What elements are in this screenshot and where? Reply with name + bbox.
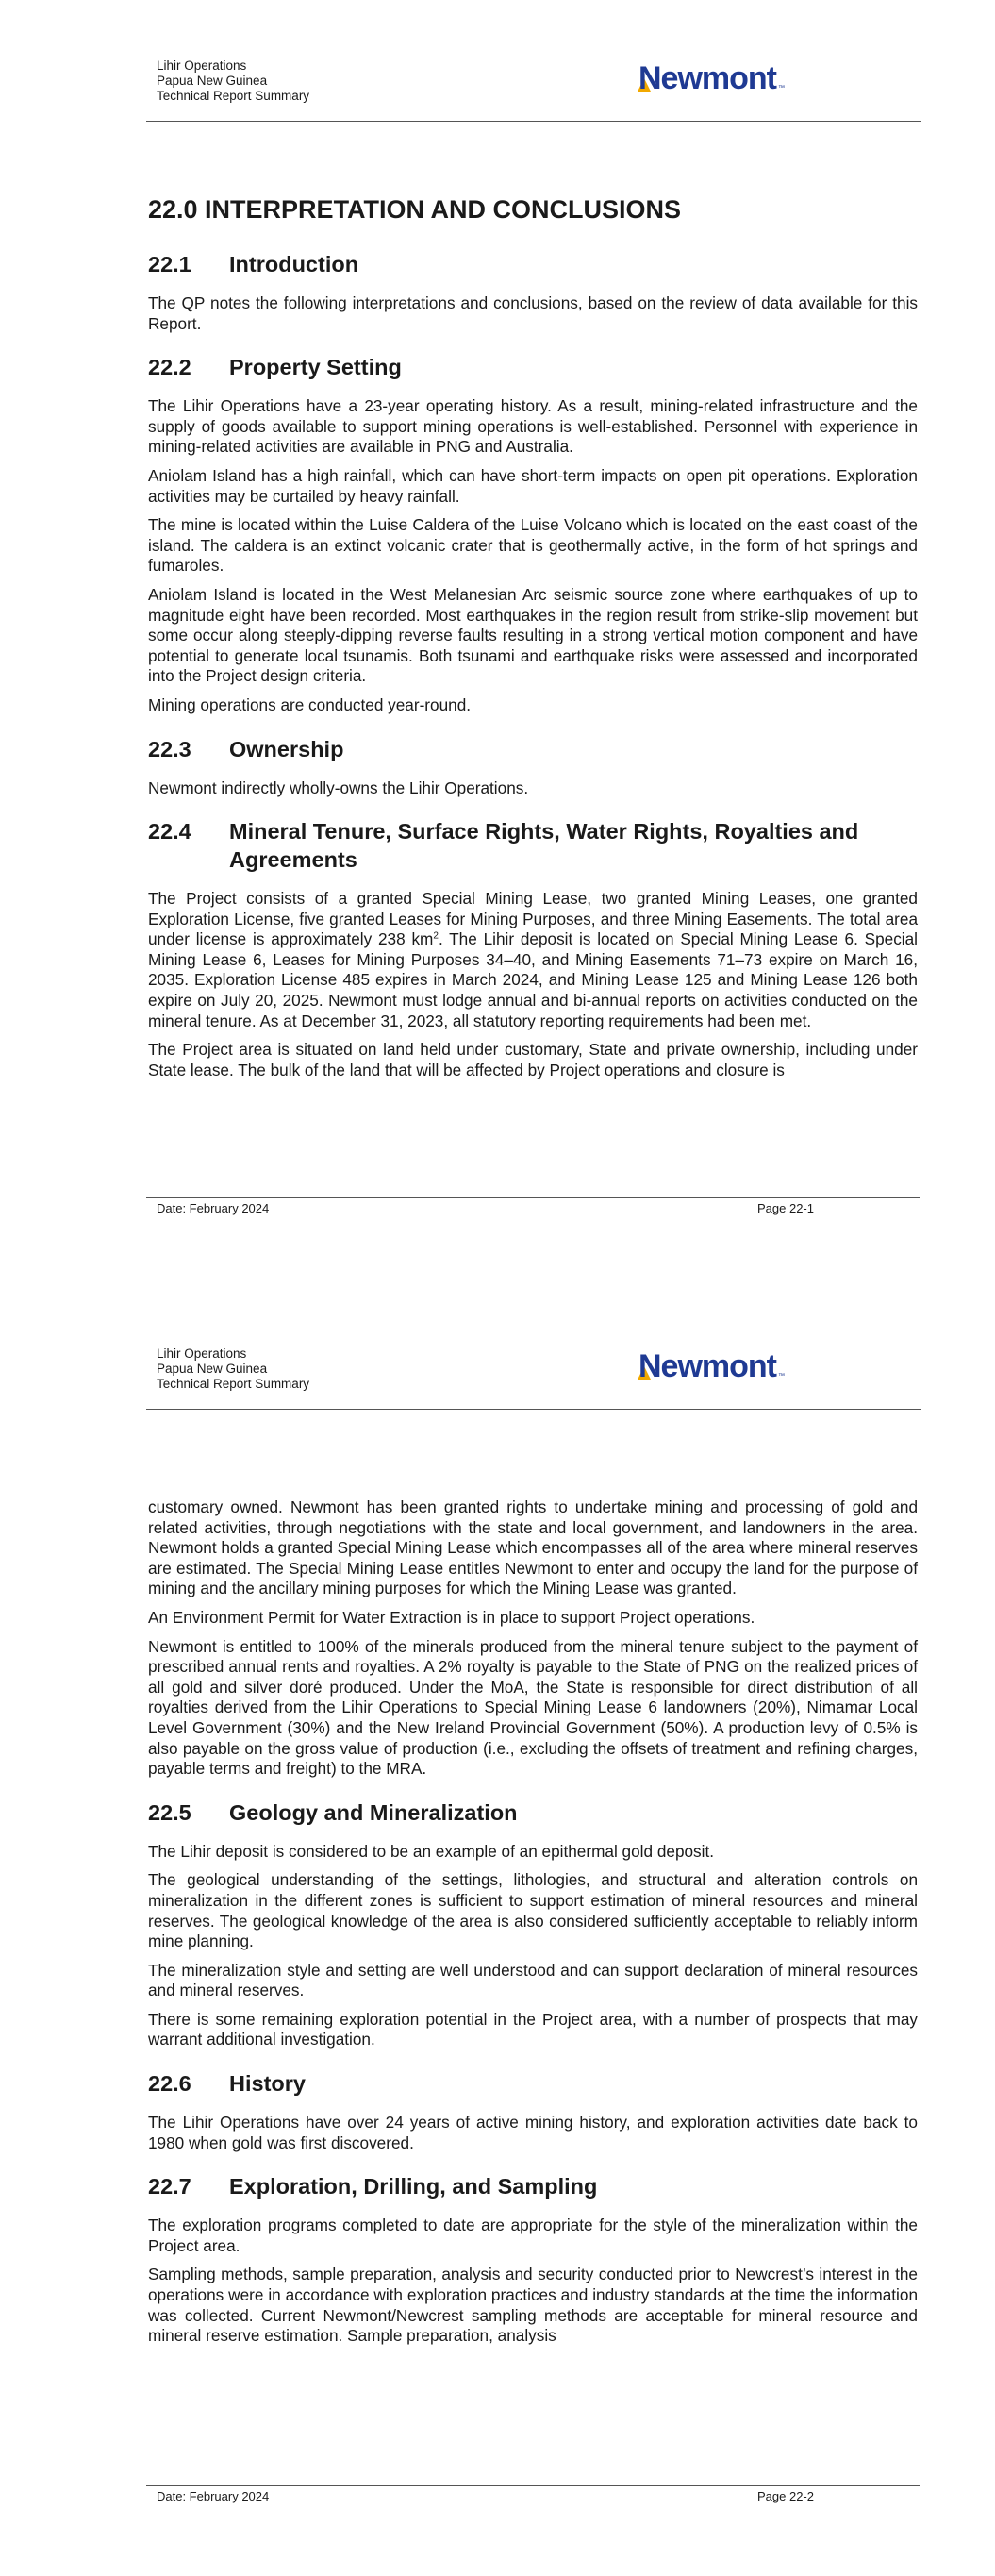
section-number: 22.3	[148, 736, 191, 761]
section-title: Exploration, Drilling, and Sampling	[229, 2174, 598, 2200]
section-title: History	[229, 2071, 306, 2097]
header-text	[157, 59, 309, 104]
header-line-3: Technical Report Summary	[157, 1377, 310, 1391]
section-number: 22.5	[148, 1799, 191, 1825]
section-heading-22-5	[148, 1798, 918, 1827]
section-heading-22-3	[148, 735, 918, 763]
section-title: Geology and Mineralization	[229, 1799, 518, 1825]
superscript: 2	[433, 930, 439, 942]
page-2	[0, 1288, 995, 2576]
section-heading-22-1	[148, 250, 918, 278]
section-heading-22-2	[148, 353, 918, 381]
section-heading-22-7	[148, 2172, 918, 2200]
paragraph: The geological understanding of the settings, lithologies, and structural and alteration controls on mineralization in the different zones is sufficient to support estimation of mineral resources and mineral reserves. The geological knowledge of the area is also considered sufficiently acceptable to reliably inform mine planning.	[148, 1870, 918, 1951]
paragraph: Newmont is entitled to 100% of the minerals produced from the mineral tenure subject to the payment of prescribed annual rents and royalties. A 2% royalty is payable to the State of PNG on the realized prices of all gold and silver doré produced. Under the MoA, the State is responsible for direct distribution of all royalties derived from the Lihir Operations to Special Mining Lease 6 landowners (20%), Nimamar Local Level Government (30%) and the New Ireland Provincial Government (50%). A production levy of 0.5% is also payable on the gross value of production (i.e., excluding the offsets of treatment and refining charges, payable terms and freight) to the MRA.	[148, 1636, 918, 1779]
logo-wordmark: Newmont	[638, 60, 776, 96]
chapter-title: 22.0 INTERPRETATION AND CONCLUSIONS	[148, 195, 682, 224]
footer-rule	[146, 1197, 920, 1198]
footer-rule	[146, 2485, 920, 2486]
footer-date: Date: February 2024	[157, 1201, 270, 1215]
footer-date: Date: February 2024	[157, 2489, 270, 2503]
section-number: 22.7	[148, 2174, 191, 2200]
section-title: Property Setting	[229, 355, 402, 380]
paragraph: Aniolam Island is located in the West Melanesian Arc seismic source zone where earthquakes of up to magnitude eight have been recorded. Most earthquakes in the region result from strike-slip movement but some occur along steeply-dipping reverse faults resulting in a strong vertical motion component and have potential to generate local tsunamis. Both tsunami and earthquake risks were assessed and incorporated into the Project design criteria.	[148, 584, 918, 686]
section-number: 22.2	[148, 355, 191, 380]
page-1-content	[148, 193, 918, 1089]
paragraph: The exploration programs completed to date are appropriate for the style of the mineralization within the Project area.	[148, 2216, 918, 2255]
logo-wordmark: Newmont	[638, 1348, 776, 1384]
section-heading-22-6	[148, 2069, 918, 2098]
paragraph: The Lihir Operations have a 23-year operating history. As a result, mining-related infrastructure and the supply of goods available to support mining operations is well-established. Personnel with experience in mining-related activities are available in PNG and Australia.	[148, 396, 918, 457]
footer-page-number: Page 22-2	[757, 2489, 814, 2503]
paragraph: An Environment Permit for Water Extraction is in place to support Project operations.	[148, 1607, 755, 1627]
header-rule	[146, 1409, 921, 1410]
paragraph: The mine is located within the Luise Caldera of the Luise Volcano which is located on the east coast of the island. The caldera is an extinct volcanic crater that is geothermally active, in the form of hot springs and fumaroles.	[148, 515, 918, 576]
section-title: Ownership	[229, 736, 344, 761]
newmont-logo	[638, 60, 785, 96]
paragraph: The mineralization style and setting are well understood and can support declaration of mineral resources and mineral reserves.	[148, 1960, 918, 2000]
paragraph: There is some remaining exploration potential in the Project area, with a number of prospects that may warrant additional investigation.	[148, 2009, 918, 2049]
section-title: Mineral Tenure, Surface Rights, Water Rights, Royalties and Agreements	[229, 819, 859, 873]
header-line-2: Papua New Guinea	[157, 74, 268, 88]
paragraph-text: The Project consists of a granted Special Mining Lease, two granted Mining Leases, one granted Exploration License, five granted Leases for Mining Purposes, and three Mining Easements. The total area under license is approximately 238 km	[148, 889, 918, 949]
section-number: 22.1	[148, 252, 191, 276]
paragraph	[148, 889, 918, 1031]
section-number: 22.4	[148, 819, 191, 845]
footer-page-number: Page 22-1	[757, 1201, 814, 1215]
paragraph: The Lihir deposit is considered to be an example of an epithermal gold deposit.	[148, 1841, 715, 1861]
header-rule	[146, 121, 921, 122]
paragraph-text: . The Lihir deposit is located on Special Mining Lease 6. Special Mining Lease 6, Leases for Mining Purposes 34–40, and Mining Easements 71–73 expire on March 16, 2035. Exploration License 485 expires in March 2024, and Mining Lease 125 and Mining Lease 126 both expire on July 20, 2025. Newmont must lodge annual and bi-annual reports on activities conducted on the mineral tenure. As at December 31, 2023, all statutory reporting requirements had been met.	[148, 929, 919, 1030]
paragraph: customary owned. Newmont has been granted rights to undertake mining and processing of gold and related activities, through negotiations with the state and local government, and landowners in the area. Newmont holds a granted Special Mining Lease which encompasses all of the area where mineral reserves are estimated. The Special Mining Lease entitles Newmont to enter and occupy the land for the purpose of mining and the ancillary mining purposes for which the Mining Lease was granted.	[148, 1497, 918, 1598]
paragraph: The Lihir Operations have over 24 years of active mining history, and exploration activities date back to 1980 when gold was first discovered.	[148, 2113, 918, 2152]
paragraph: The QP notes the following interpretations and conclusions, based on the review of data available for this Report.	[148, 293, 918, 333]
header-line-1: Lihir Operations	[157, 59, 247, 73]
paragraph: Newmont indirectly wholly-owns the Lihir Operations.	[148, 778, 529, 797]
paragraph: Sampling methods, sample preparation, analysis and security conducted prior to Newcrest’s interest in the operations were in accordance with exploration practices and industry standards at the time the information was collected. Current Newmont/Newcrest sampling methods are acceptable for mineral resource and mineral reserve estimation. Sample preparation, analysis	[148, 2265, 918, 2346]
paragraph: Aniolam Island has a high rainfall, which can have short-term impacts on open pit operations. Exploration activities may be curtailed by heavy rainfall.	[148, 465, 918, 506]
section-heading-22-4	[148, 817, 918, 874]
logo-trademark: ™	[778, 1373, 785, 1380]
paragraph: The Project area is situated on land held under customary, State and private ownership, including under State lease. The bulk of the land that will be affected by Project operations and closure is	[148, 1040, 918, 1079]
logo-trademark: ™	[778, 85, 785, 92]
section-number: 22.6	[148, 2071, 191, 2097]
paragraph: Mining operations are conducted year-round.	[148, 694, 472, 714]
page-2-content	[148, 1497, 918, 2355]
header-line-2: Papua New Guinea	[157, 1362, 268, 1376]
section-title: Introduction	[229, 252, 359, 276]
newmont-logo	[638, 1348, 785, 1384]
header-text	[157, 1347, 309, 1392]
header-line-3: Technical Report Summary	[157, 89, 310, 103]
header-line-1: Lihir Operations	[157, 1347, 247, 1361]
